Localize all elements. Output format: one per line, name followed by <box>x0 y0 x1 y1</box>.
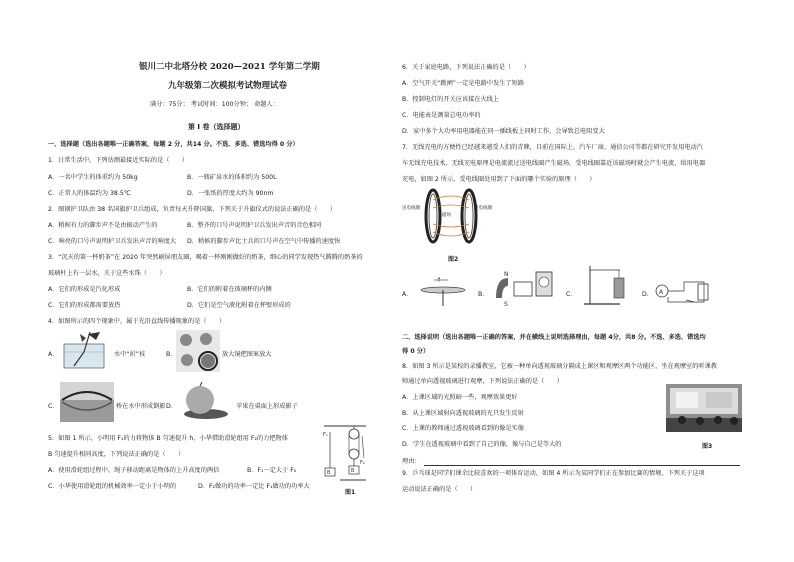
q5-option-a: A．使用滑轮组过程中，绳子移动距离是物体的上升高度的两倍 <box>48 467 220 474</box>
q7-stem-2: 车无线充电技术，无线充电原理是电流流过送电线圈产生磁场，受电线圈靠近该磁场时就会产生电流，给用电器 <box>402 160 706 167</box>
q8-figure-caption: 图3 <box>702 443 713 450</box>
q7-option-b-figure <box>492 266 556 308</box>
q7-option-d-figure <box>654 276 714 306</box>
q7-stem-3: 充电，如图 2 所示，受电线圈处用到了下面的哪个实验的原理（ ） <box>402 176 596 183</box>
svg-text:f: f <box>438 277 441 284</box>
section1-heading: 一、选择题（选出各题唯一正确答案，每题 2 分，共14 分。不选、多选、错选均得 0 分） <box>48 141 299 148</box>
q7-recv-coil-label: 受电线圈 <box>474 206 492 211</box>
q4-image-b <box>176 330 220 372</box>
q2-stem: 2．图钢护卫队由 38 名国旗护卫兵组成，负责每天升降国旗，下列关于升旗仪式的说法正确的是（ ） <box>48 206 336 213</box>
svg-text:F₁: F₁ <box>323 432 328 438</box>
q2-option-c: C．响亮的口号声说明护卫兵发出声音的响度大 <box>48 238 177 245</box>
q3-stem: 3．“沉天的第一杯奶茶”在 2020 年突然刷屏朋友圈，喝着一杯刚刚做好的奶茶，细心的同学发现热气腾腾的奶茶的 <box>48 254 363 261</box>
svg-text:S: S <box>504 301 508 308</box>
section2-heading-2: 得 0 分） <box>402 348 430 355</box>
q6-option-d: D．家中多个大功率用电器能在同一插线板上同时工作，会导致总电阻变大 <box>402 128 605 135</box>
q7-send-coil-label: 送电线圈 <box>402 206 420 211</box>
q4-label-c: C． <box>48 403 59 410</box>
q4-label-a: A． <box>48 351 59 358</box>
q6-stem: 6．关于家庭电路，下列说法正确的是（ ） <box>402 64 530 71</box>
q3-option-c: C．它们的形成都需要放热 <box>48 302 121 309</box>
q4-image-d <box>176 382 232 422</box>
svg-text:B: B <box>351 468 355 474</box>
q7-figure-caption: 图2 <box>448 256 459 263</box>
q7-stem: 7．无线充电的方便性已经越来越受人们的青睐，目前在国际上，汽车厂商、通信公司等都在研究开发用电动汽 <box>402 144 703 151</box>
q3-option-b: B．它们的附着在玻璃杯的内侧 <box>187 286 272 293</box>
q4-text-a: 水中“折”枝 <box>114 351 146 358</box>
q8-option-b: B．从上课区域射向透视玻璃的光只发生反射 <box>402 410 524 417</box>
q4-label-b: B． <box>166 351 177 358</box>
q2-option-d: D．稍候的脚步声比士兵的口号声在空气中传播的速度快 <box>187 238 341 245</box>
q7-field-label: 磁场 <box>442 213 451 218</box>
q8-figure-classroom <box>666 384 742 432</box>
q4-text-c: 桥在水中形成倒影 <box>116 403 166 410</box>
volume-title: 第 I 卷（选择题） <box>188 123 245 131</box>
q4-text-b: 放大镜把图案放大 <box>222 351 272 358</box>
q8-reason-line[interactable] <box>424 465 740 466</box>
school-title: 银川二中北塔分校 2020—2021 学年第二学期 <box>139 62 320 72</box>
q7-option-b-label: B． <box>478 291 489 298</box>
exam-title: 九年级第二次模拟考试物理试卷 <box>168 81 288 91</box>
q7-option-d-label: D． <box>642 291 653 298</box>
q7-option-c-label: C． <box>566 291 577 298</box>
q1-option-b: B．一瓶矿泉水的体积约为 500L <box>187 174 277 181</box>
q5-figure-caption: 图1 <box>345 489 356 496</box>
q4-label-d: D． <box>166 403 177 410</box>
q8-option-c: C．上课的教师通过透视玻璃看到的像是实像 <box>402 425 524 432</box>
q5-option-d: D．F₂做功的功率一定比 F₁做功的功率大 <box>198 483 310 490</box>
q5-figure-pulley <box>322 424 368 484</box>
q1-option-d: D．一张纸的厚度大约为 90nm <box>187 190 274 197</box>
q1-option-c: C．正常人的体温约为 38.5℃ <box>48 190 131 197</box>
q4-image-a <box>60 330 112 370</box>
q4-text-d: 苹果在桌面上形成影子 <box>236 403 298 410</box>
q7-option-a-figure <box>418 272 468 308</box>
exam-meta: 满分：75分； 考试时间：100分钟； 命题人： <box>150 101 279 108</box>
section2-heading: 二、选择说明（选出各题唯一正确的答案，并在横线上说明选择理由，每题 4分，共8 分。不选、多选、错选均 <box>402 334 706 341</box>
q8-reason-label: 理由： <box>402 458 421 465</box>
svg-text:B: B <box>327 470 331 476</box>
q3-option-a: A．它们的形成是汽化形成 <box>48 286 121 293</box>
q3-option-d: D．它们是空气液化附着在杯壁形成的 <box>187 302 291 309</box>
q4-image-c <box>60 382 114 422</box>
svg-text:N: N <box>504 271 509 278</box>
q1-option-a: A．一名中学生的体重约为 50kg <box>48 174 138 181</box>
q8-option-d: D．学生在透视玻璃中看到了自己的像，像与自己是等大的 <box>402 441 562 448</box>
q8-option-a: A．上课区域的光照暗一些，观摩效果更好 <box>402 394 518 401</box>
svg-text:A: A <box>659 289 664 296</box>
q8-stem: 8．如图 3 所示是某校的录播教室，它被一种单向透视玻璃分隔成上课区和观摩区两个功能区，坐在观摩室的听课教 <box>402 363 717 370</box>
q4-stem: 4．如图所示的四个现象中，属于光沿直线传播现象的是（ ） <box>48 318 226 325</box>
q7-option-a-label: A． <box>402 291 413 298</box>
q5-option-b: B．F₁一定大于 F₂ <box>247 467 297 474</box>
q2-option-b: B．整齐的口号声说明护卫兵发出声音的音色相同 <box>187 222 322 229</box>
svg-text:F₂: F₂ <box>360 460 365 466</box>
q9-stem: 9．乒乓球是同学们课余比较喜欢的一项体育运动，如图 4 所示为某同学们正在参加比赛的情境，下列关于这项 <box>402 470 705 477</box>
q3-stem-2: 玻璃杆上有一层水，关于这些水珠（ ） <box>48 270 166 277</box>
q1-stem: 1．日常生活中，下列估测最接近实际的是（ ） <box>48 157 189 164</box>
q6-option-a: A．空气开关“跳闸”一定是电路中发生了短路 <box>402 80 525 87</box>
q9-stem-2: 运动说法正确的是（ ） <box>402 486 477 493</box>
q7-figure-coils <box>403 188 507 246</box>
q6-option-b: B．控制电灯的开关应该接在火线上 <box>402 96 500 103</box>
q5-stem-2: B 匀速提升相同高度，下列说法正确的是（ ） <box>48 451 185 458</box>
q6-option-c: C．电能表是测量总电功率的 <box>402 112 481 119</box>
q7-option-c-figure <box>580 264 636 308</box>
q5-option-c: C．小华使用滑轮组的机械效率一定小于小明的 <box>48 483 177 490</box>
q8-stem-2: 师通过单向透视玻璃进行观摩，下列说法正确的是（ ） <box>402 378 563 385</box>
q5-stem: 5．如图 1 所示，小明用 F₁的力将物体 B 匀速提升 h，小华借助滑轮组用 F₂的力把物体 <box>48 435 288 442</box>
q2-option-a: A．稍候有力的脚步声不是由振动产生的 <box>48 222 158 229</box>
